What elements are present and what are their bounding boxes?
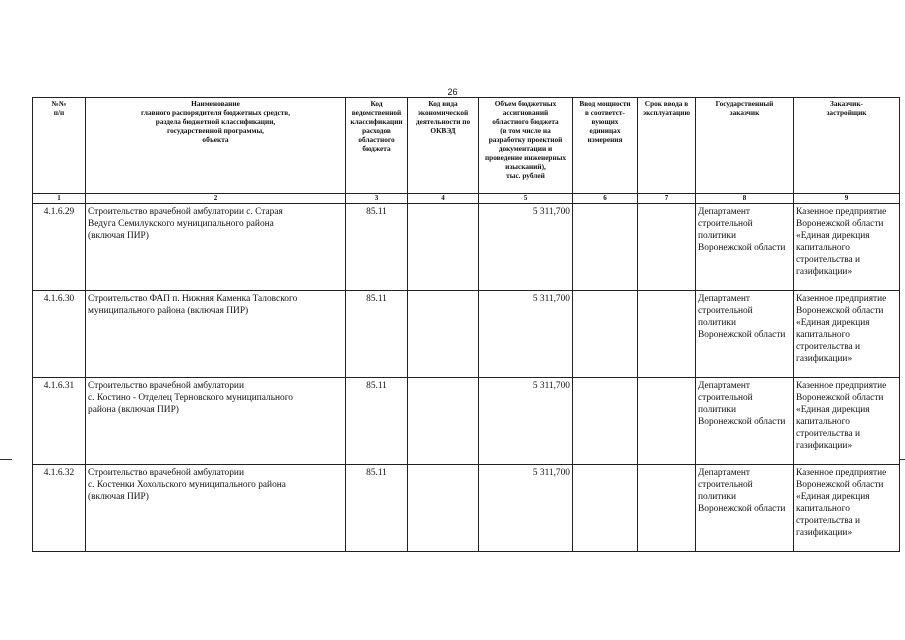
column-number: 5 [479,194,573,204]
table-row [33,465,900,552]
header-developer: Заказчик- застройщик [794,98,900,194]
developer: Казенное предприятие Воронежской области «Единая дирекция капитального строительства и газификации» [794,291,900,378]
okved-code [408,204,479,291]
state-customer: Департамент строительной политики Воронежской области [696,204,794,291]
budget-amount: 5 311,700 [479,378,573,465]
column-number: 2 [86,194,346,204]
okved-code [408,291,479,378]
header-capacity: Ввод мощности в соответст- вующих единицах измерения [573,98,638,194]
state-customer: Департамент строительной политики Воронежской области [696,291,794,378]
developer: Казенное предприятие Воронежской области «Единая дирекция капитального строительства и газификации» [794,378,900,465]
page-number: 26 [447,87,458,97]
budget-amount: 5 311,700 [479,465,573,552]
header-commissioning-term: Срок ввода в эксплуатацию [638,98,696,194]
column-number: 8 [696,194,794,204]
department-code: 85.11 [346,204,408,291]
header-department-code: Код ведомственной классификации расходов областного бюджета [346,98,408,194]
column-number: 4 [408,194,479,204]
developer: Казенное предприятие Воронежской области «Единая дирекция капитального строительства и газификации» [794,465,900,552]
construction-objects-table [32,97,900,552]
object-name: Строительство ФАП п. Нижняя Каменка Таловского муниципального района (включая ПИР) [86,291,346,378]
table-row [33,291,900,378]
header-budget-volume: Объем бюджетных ассигнований областного бюджета (в том числе на разработку проектной документации и проведение инженерных изысканий), тыс. рублей [479,98,573,194]
table-row [33,378,900,465]
column-number: 9 [794,194,900,204]
left-margin-rule [0,459,12,460]
row-number: 4.1.6.29 [33,204,86,291]
object-name: Строительство врачебной амбулатории с. Старая Ведуга Семилукского муниципального района (включая ПИР) [86,204,346,291]
department-code: 85.11 [346,378,408,465]
state-customer: Департамент строительной политики Воронежской области [696,465,794,552]
row-number: 4.1.6.31 [33,378,86,465]
object-name: Строительство врачебной амбулатории с. Костино - Отделец Терновского муниципального района (включая ПИР) [86,378,346,465]
capacity [573,465,638,552]
row-number: 4.1.6.32 [33,465,86,552]
capacity [573,378,638,465]
header-state-customer: Государственный заказчик [696,98,794,194]
state-customer: Департамент строительной политики Воронежской области [696,378,794,465]
okved-code [408,465,479,552]
commissioning-term [638,291,696,378]
department-code: 85.11 [346,465,408,552]
budget-amount: 5 311,700 [479,291,573,378]
header-row [33,98,900,194]
object-name: Строительство врачебной амбулатории с. Костенки Хохольского муниципального района (включая ПИР) [86,465,346,552]
commissioning-term [638,204,696,291]
okved-code [408,378,479,465]
commissioning-term [638,465,696,552]
capacity [573,204,638,291]
column-number: 7 [638,194,696,204]
capacity [573,291,638,378]
table-row [33,204,900,291]
commissioning-term [638,378,696,465]
column-number: 3 [346,194,408,204]
column-number: 1 [33,194,86,204]
header-object-name: Наименование главного распорядителя бюджетных средств, раздела бюджетной классификации, государственной программы, объекта [86,98,346,194]
header-okved-code: Код вида экономической деятельности по ОКВЭД [408,98,479,194]
budget-amount: 5 311,700 [479,204,573,291]
column-number: 6 [573,194,638,204]
department-code: 85.11 [346,291,408,378]
developer: Казенное предприятие Воронежской области «Единая дирекция капитального строительства и газификации» [794,204,900,291]
row-number: 4.1.6.30 [33,291,86,378]
header-row-number: №№ п/п [33,98,86,194]
column-number-row [33,194,900,204]
